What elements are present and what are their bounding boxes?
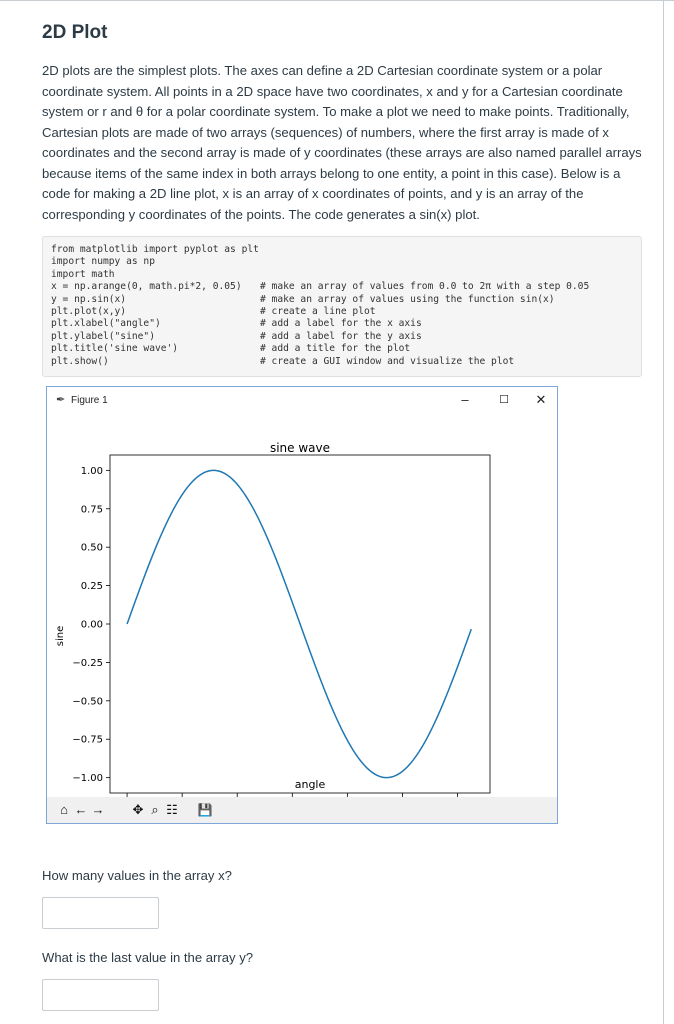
y-tick-label: −0.50 bbox=[72, 696, 103, 708]
forward-arrow-icon[interactable]: → bbox=[91, 802, 105, 817]
minimize-button[interactable]: – bbox=[461, 392, 469, 407]
question-2: What is the last value in the array y? bbox=[42, 950, 254, 965]
code-line bbox=[51, 256, 633, 268]
y-axis-label: sine bbox=[55, 625, 66, 647]
maximize-button[interactable]: ☐ bbox=[499, 394, 509, 406]
code-comment: # make an array of values using the function sin(x) bbox=[260, 293, 555, 305]
code-comment: # add a title for the plot bbox=[260, 343, 411, 355]
figure-window bbox=[46, 386, 558, 824]
code-line bbox=[51, 306, 633, 318]
close-button[interactable]: ✕ bbox=[535, 392, 547, 407]
figure-title: Figure 1 bbox=[71, 395, 108, 406]
code-line bbox=[51, 281, 633, 293]
y-tick-label: −0.75 bbox=[72, 734, 103, 746]
code-comment: # create a line plot bbox=[260, 305, 376, 317]
y-tick-label: 0.25 bbox=[80, 581, 103, 593]
code-text: y = np.sin(x) bbox=[51, 293, 127, 305]
page-title: 2D Plot bbox=[42, 22, 108, 43]
code-comment: # make an array of values from 0.0 to 2π with a step 0.05 bbox=[260, 281, 590, 293]
y-tick-label: 0.75 bbox=[80, 504, 103, 516]
answer-input-1[interactable] bbox=[42, 897, 159, 929]
right-border bbox=[663, 0, 664, 1024]
code-comment: # create a GUI window and visualize the plot bbox=[260, 355, 515, 367]
y-tick-label: 0.50 bbox=[80, 542, 103, 554]
feather-icon: ✒ bbox=[56, 394, 66, 406]
code-text: plt.title('sine wave') bbox=[51, 343, 179, 355]
code-block bbox=[42, 236, 642, 377]
code-line bbox=[51, 331, 633, 343]
sine-chart bbox=[47, 415, 557, 797]
code-line bbox=[51, 343, 633, 355]
code-comment: # add a label for the x axis bbox=[260, 318, 422, 330]
code-text: from matplotlib import pyplot as plt bbox=[51, 244, 259, 255]
pan-icon[interactable]: ✥ bbox=[132, 802, 144, 817]
figure-titlebar[interactable] bbox=[47, 387, 557, 415]
code-text: plt.xlabel("angle") bbox=[51, 318, 161, 330]
x-axis-label: angle bbox=[294, 778, 326, 791]
code-text: plt.show() bbox=[51, 355, 109, 367]
code-text: import math bbox=[51, 268, 115, 280]
home-icon[interactable]: ⌂ bbox=[60, 802, 68, 817]
y-tick-label: 0.00 bbox=[80, 619, 103, 631]
y-tick-label: 1.00 bbox=[80, 465, 103, 477]
subplots-icon[interactable]: ☷ bbox=[166, 802, 178, 817]
figure-toolbar bbox=[47, 797, 557, 823]
code-line bbox=[51, 244, 633, 256]
question-1: How many values in the array x? bbox=[42, 868, 232, 883]
code-text: x = np.arange(0, math.pi*2, 0.05) bbox=[51, 281, 242, 293]
intro-paragraph: 2D plots are the simplest plots. The axes can define a 2D Cartesian coordinate system or a polar coordinate system. All points in a 2D space have two coordinates, x and y for a Cartesian coordinate system or r and θ for a polar coordinate system. To make a plot we need to make points. Traditionally, Cartesian plots are made of two arrays (sequences) of numbers, where the first array is made of x coordinates and the second array is made of y coordinates (these arrays are also named parallel arrays because items of the same index in both arrays belong to one entity, a point in this case). Below is a code for making a 2D line plot, x is an array of x coordinates of points, and y is an array of the corresponding y coordinates of the points. The code generates a sin(x) plot. bbox=[42, 63, 642, 222]
save-icon[interactable]: 💾 bbox=[197, 803, 213, 817]
back-arrow-icon[interactable]: ← bbox=[74, 802, 88, 817]
y-tick-label: −0.25 bbox=[72, 657, 103, 669]
top-border bbox=[0, 0, 674, 1]
zoom-icon[interactable]: ⌕ bbox=[151, 802, 159, 817]
code-line bbox=[51, 294, 633, 306]
y-tick-label: −1.00 bbox=[72, 773, 103, 785]
code-line bbox=[51, 318, 633, 330]
answer-input-2[interactable] bbox=[42, 979, 159, 1011]
y-ticks bbox=[72, 466, 110, 784]
code-line bbox=[51, 269, 633, 281]
chart-title: sine wave bbox=[269, 441, 331, 455]
code-text: import numpy as np bbox=[51, 256, 155, 268]
code-text: plt.plot(x,y) bbox=[51, 305, 127, 317]
code-comment: # add a label for the y axis bbox=[260, 330, 422, 342]
code-text: plt.ylabel("sine") bbox=[51, 330, 155, 342]
code-line bbox=[51, 356, 633, 368]
